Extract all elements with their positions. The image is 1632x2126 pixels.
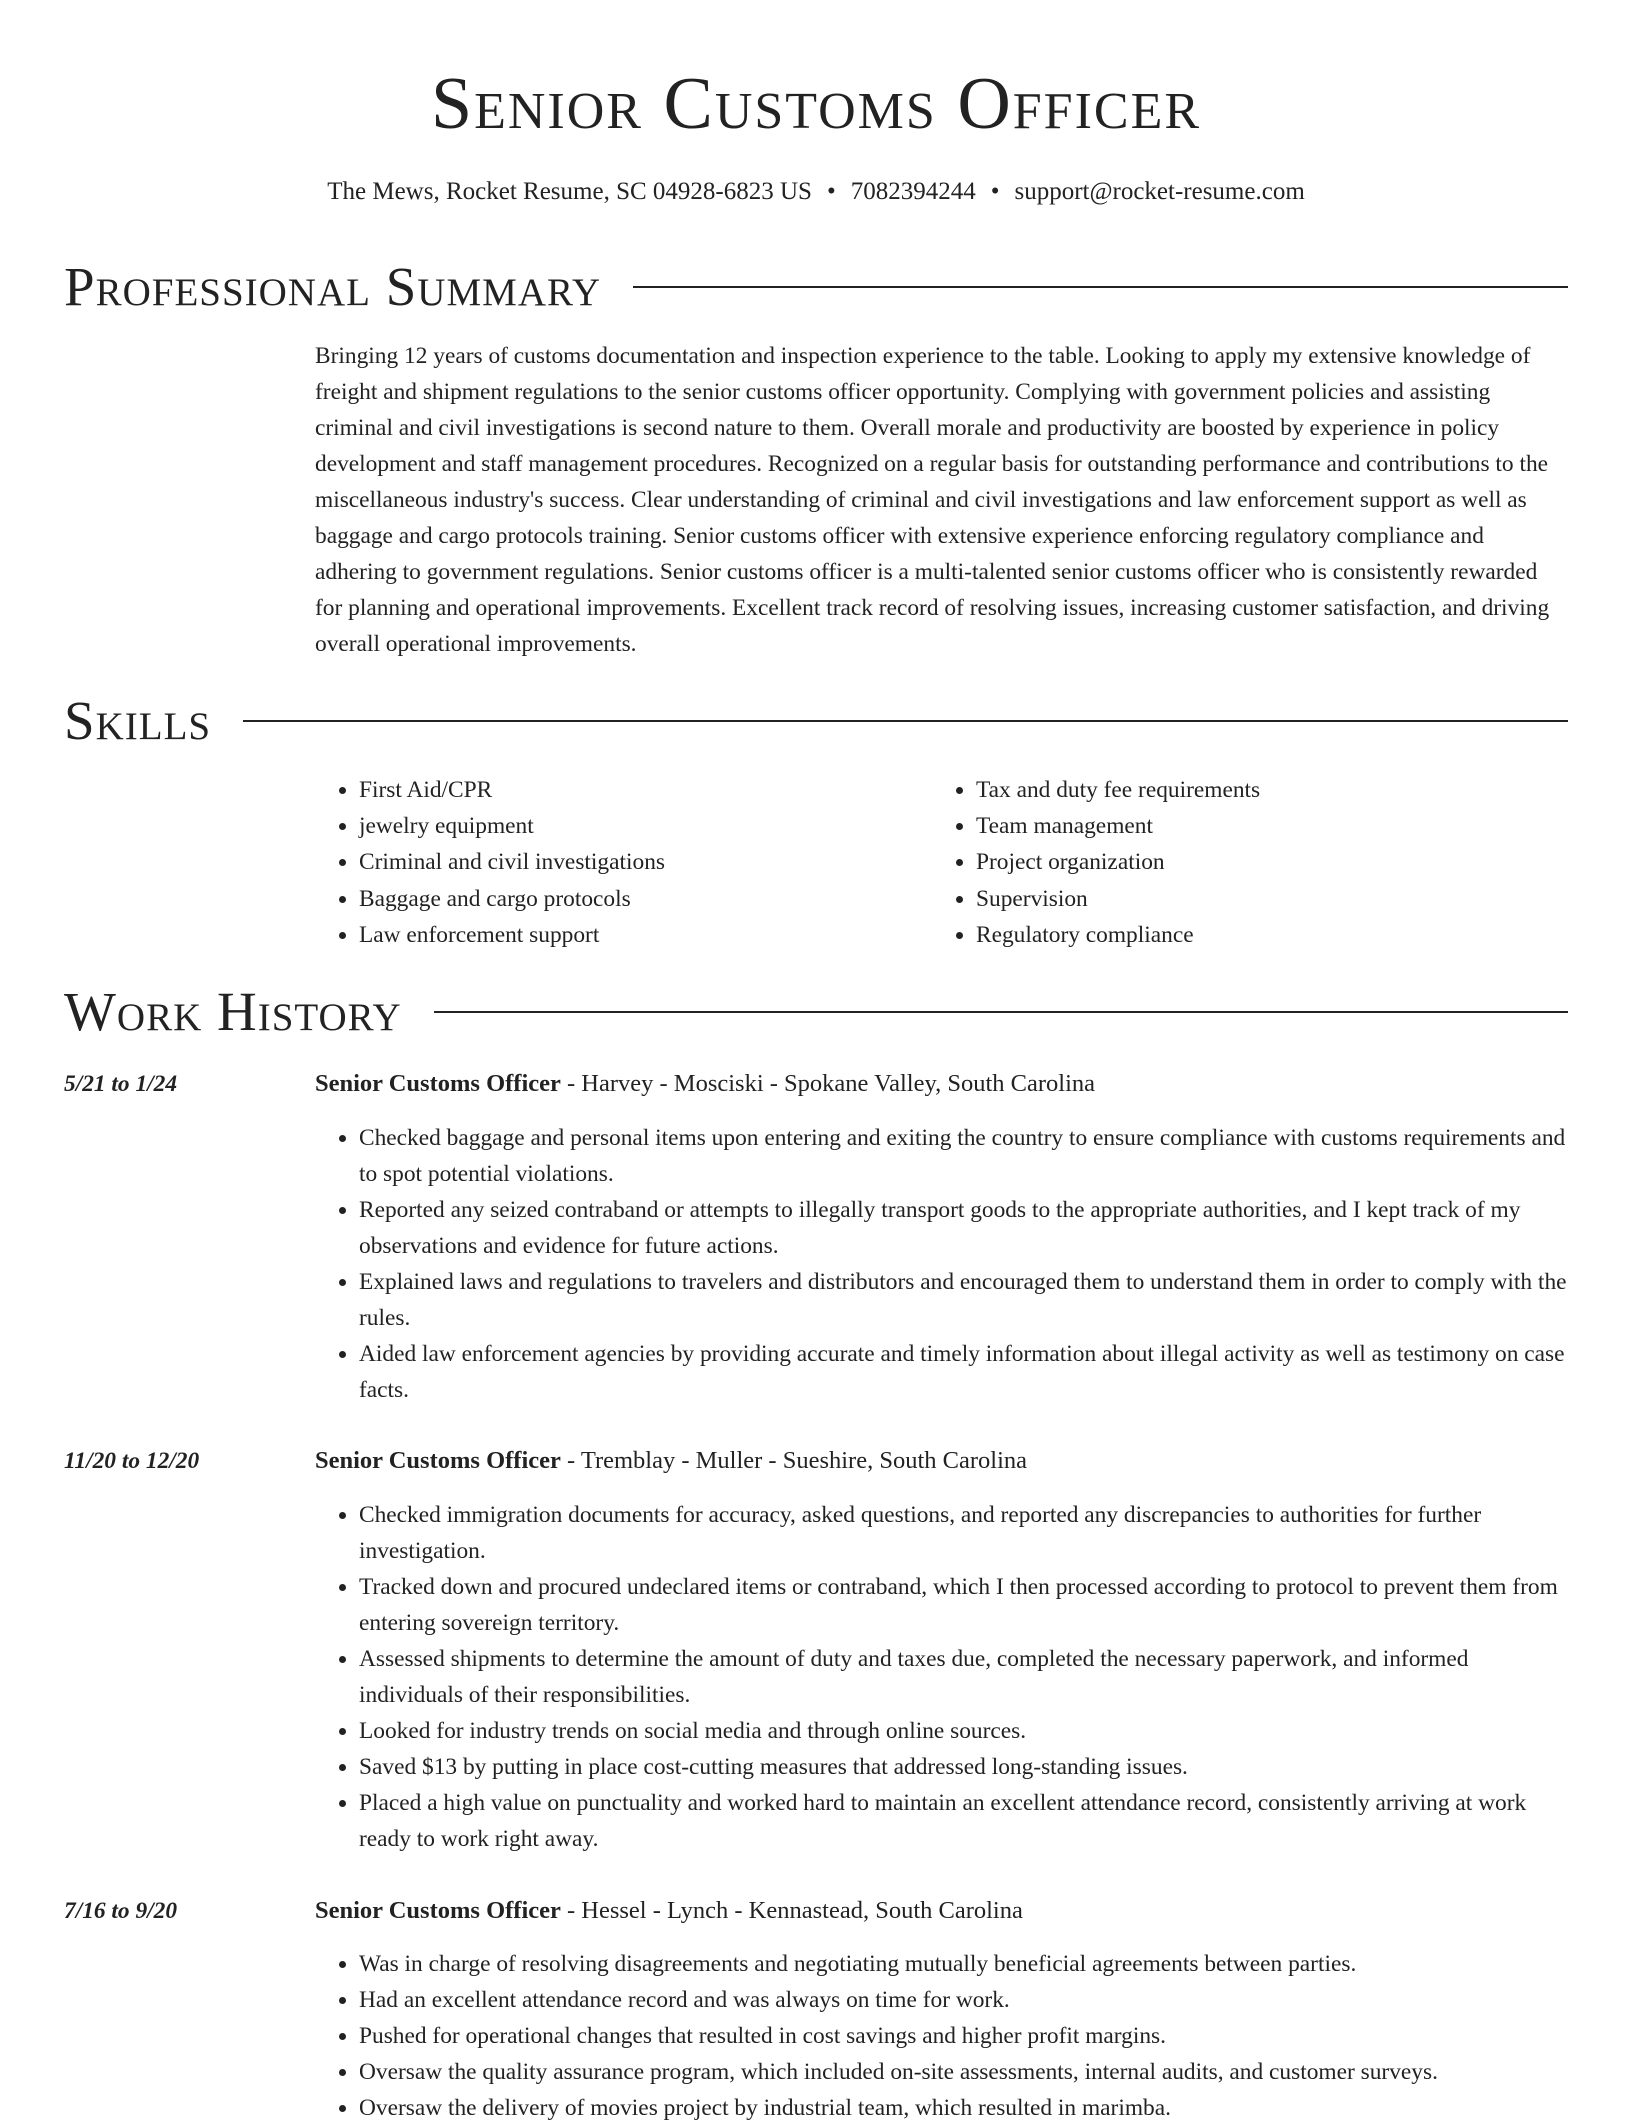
contact-email: support@rocket-resume.com bbox=[1014, 178, 1305, 205]
summary-paragraph: Bringing 12 years of customs documentation and inspection experience to the table. Looking to apply my extensive knowledge of freight and shipment regulations to the senior customs officer opportunity. Complying with government policies and assisting criminal and civil investigations is second nature to them. Overall morale and productivity are boosted by experience in policy development and staff management procedures. Recognized on a regular basis for outstanding performance and contributions to the miscellaneous industry's success. Clear understanding of criminal and civil investigations and law enforcement support as well as baggage and cargo protocols training. Senior customs officer with extensive experience enforcing regulatory compliance and adhering to government regulations. Senior customs officer is a multi-talented senior customs officer who is consistently rewarded for planning and operational improvements. Excellent track record of resolving issues, increasing customer satisfaction, and driving overall operational improvements. bbox=[315, 343, 1550, 657]
job-bullet: • Was in charge of resolving disagreements and negotiating mutually beneficial agreements between parties. bbox=[359, 1946, 1568, 1982]
job-bullet: • Checked immigration documents for accuracy, asked questions, and reported any discrepancies to authorities for further investigation. bbox=[359, 1497, 1568, 1569]
job-heading bbox=[315, 1066, 1095, 1102]
job-bullet: • Pushed for operational changes that resulted in cost savings and higher profit margins. bbox=[359, 2018, 1568, 2054]
contact-separator: • bbox=[990, 178, 1000, 205]
summary-heading: Professional Summary bbox=[64, 256, 602, 317]
job-dates: 5/21 to 1/24 bbox=[64, 1071, 178, 1097]
job-heading bbox=[315, 1443, 1027, 1479]
job-employer: - Harvey - Mosciski - Spokane Valley, South Carolina bbox=[560, 1070, 1096, 1097]
skill-item: • Team management bbox=[976, 808, 1596, 844]
contact-address: The Mews, Rocket Resume, SC 04928-6823 US bbox=[327, 178, 812, 205]
skill-item: • Supervision bbox=[976, 881, 1596, 917]
job-bullet: • Had an excellent attendance record and was always on time for work. bbox=[359, 1982, 1568, 2018]
skill-item: • Criminal and civil investigations bbox=[359, 844, 919, 880]
job-dates: 7/16 to 9/20 bbox=[64, 1898, 178, 1924]
job-bullet: • Oversaw the delivery of movies project by industrial team, which resulted in marimba. bbox=[359, 2090, 1568, 2126]
contact-phone: 7082394244 bbox=[850, 178, 976, 205]
contact-separator: • bbox=[826, 178, 836, 205]
skill-item: • First Aid/CPR bbox=[359, 772, 919, 808]
skills-list-left bbox=[315, 772, 919, 953]
job-title: Senior Customs Officer bbox=[315, 1447, 561, 1474]
job-employer: - Hessel - Lynch - Kennastead, South Carolina bbox=[560, 1897, 1023, 1924]
skill-item: • jewelry equipment bbox=[359, 808, 919, 844]
skill-item: • Project organization bbox=[976, 844, 1596, 880]
job-title: Senior Customs Officer bbox=[315, 1070, 561, 1097]
job-heading bbox=[315, 1893, 1023, 1929]
work-section-header bbox=[64, 982, 1568, 1042]
job-bullet: • Oversaw the quality assurance program, which included on-site assessments, internal audits, and customer surveys. bbox=[359, 2054, 1568, 2090]
job-bullet: • Looked for industry trends on social media and through online sources. bbox=[359, 1713, 1568, 1749]
section-divider bbox=[633, 286, 1568, 288]
skill-item: • Regulatory compliance bbox=[976, 917, 1596, 953]
job-dates: 11/20 to 12/20 bbox=[64, 1448, 200, 1474]
skill-item: • Tax and duty fee requirements bbox=[976, 772, 1596, 808]
skills-section-header bbox=[64, 691, 1568, 751]
job-bullet: • Placed a high value on punctuality and worked hard to maintain an excellent attendance record, consistently arriving at work ready to work right away. bbox=[359, 1785, 1568, 1857]
work-heading: Work History bbox=[64, 981, 402, 1042]
job-bullet: • Checked baggage and personal items upon entering and exiting the country to ensure compliance with customs requirements and to spot potential violations. bbox=[359, 1120, 1568, 1192]
job-title: Senior Customs Officer bbox=[315, 1897, 561, 1924]
summary-section-header bbox=[64, 257, 1568, 317]
job-bullet: • Explained laws and regulations to travelers and distributors and encouraged them to understand them in order to comply with the rules. bbox=[359, 1264, 1568, 1336]
skills-list-right bbox=[932, 772, 1596, 953]
skill-item: • Baggage and cargo protocols bbox=[359, 881, 919, 917]
job-bullet-list bbox=[315, 1497, 1568, 1857]
job-bullet: • Reported any seized contraband or attempts to illegally transport goods to the appropriate authorities, and I kept track of my observations and evidence for future actions. bbox=[359, 1192, 1568, 1264]
contact-line bbox=[0, 175, 1632, 209]
job-bullet: • Saved $13 by putting in place cost-cutting measures that addressed long-standing issues. bbox=[359, 1749, 1568, 1785]
section-divider bbox=[434, 1011, 1568, 1013]
section-divider bbox=[243, 720, 1568, 722]
job-bullet: • Aided law enforcement agencies by providing accurate and timely information about illegal activity as well as testimony on case facts. bbox=[359, 1336, 1568, 1408]
job-bullet: • Tracked down and procured undeclared items or contraband, which I then processed according to protocol to prevent them from entering sovereign territory. bbox=[359, 1569, 1568, 1641]
job-bullet-list bbox=[315, 1946, 1568, 2126]
skill-item: • Law enforcement support bbox=[359, 917, 919, 953]
job-bullet: • Assessed shipments to determine the amount of duty and taxes due, completed the necessary paperwork, and informed individuals of their responsibilities. bbox=[359, 1641, 1568, 1713]
resume-title: Senior Customs Officer bbox=[430, 63, 1202, 145]
skills-heading: Skills bbox=[64, 690, 212, 751]
job-employer: - Tremblay - Muller - Sueshire, South Carolina bbox=[560, 1447, 1028, 1474]
job-bullet-list bbox=[315, 1120, 1568, 1408]
